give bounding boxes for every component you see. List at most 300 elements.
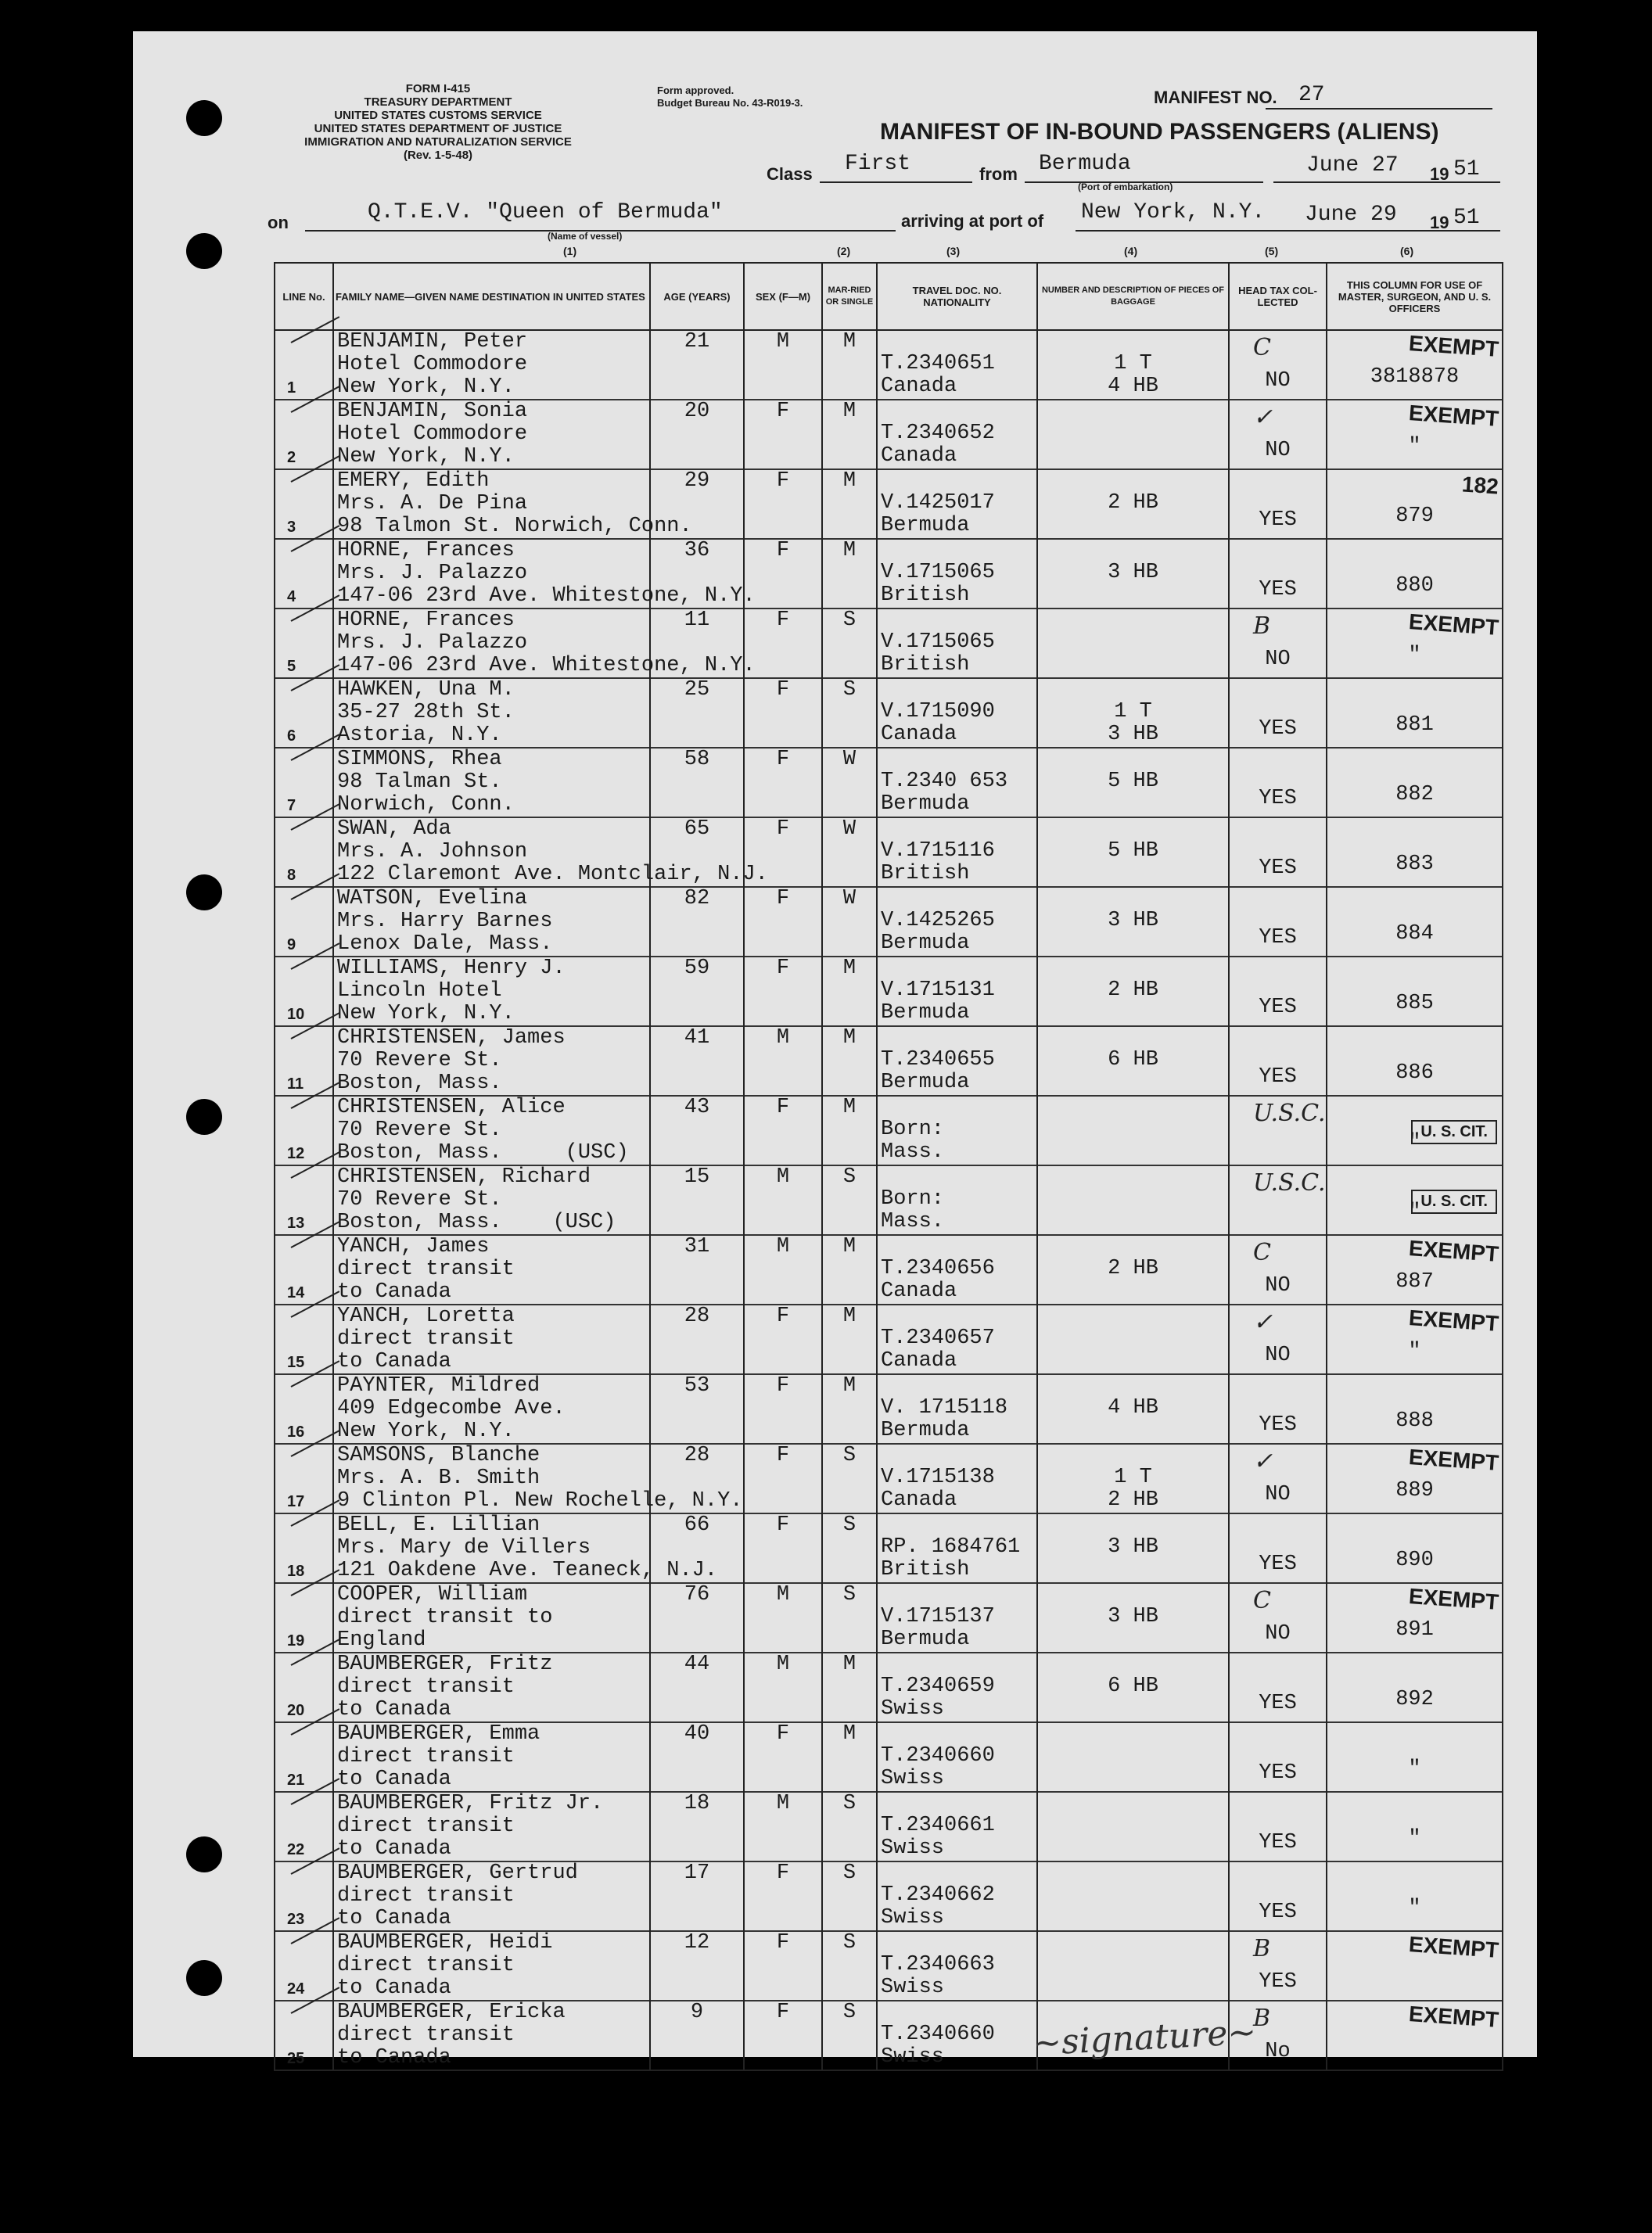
header-line-no: LINE No.	[275, 263, 333, 330]
passenger-age-text: 41	[684, 1026, 710, 1050]
passenger-age-text: 66	[684, 1513, 710, 1537]
passenger-age	[650, 1235, 744, 1305]
head-tax	[1229, 400, 1327, 469]
passenger-name-destination	[333, 1583, 650, 1653]
baggage-text: 2 HB	[1108, 1257, 1158, 1280]
line-number-cell	[275, 469, 333, 539]
line-number-cell	[275, 1653, 333, 1722]
passenger-sex-text: F	[776, 748, 790, 771]
officer-use-text: 889	[1395, 1479, 1434, 1502]
vessel-name: Q.T.E.V. "Queen of Bermuda"	[368, 200, 723, 224]
us-citizen-stamp: U. S. CIT.	[1411, 1120, 1497, 1144]
passenger-sex	[744, 1305, 822, 1374]
passenger-sex	[744, 1722, 822, 1792]
passenger-table	[274, 262, 1503, 2071]
passenger-sex	[744, 469, 822, 539]
head-tax	[1229, 469, 1327, 539]
officer-use	[1327, 1235, 1503, 1305]
officer-use	[1327, 1861, 1503, 1931]
passenger-name-destination	[333, 1026, 650, 1096]
line-number: 19	[287, 1632, 305, 1650]
officer-use-text: 882	[1395, 783, 1434, 806]
travel-document-text: Born: Mass.	[881, 1187, 945, 1233]
form-approved: Form approved.	[657, 84, 734, 96]
passenger-name-destination-text: YANCH, Loretta direct transit to Canada	[337, 1305, 515, 1373]
head-tax-text: YES	[1259, 926, 1297, 950]
head-tax-text: NO	[1265, 1622, 1291, 1646]
baggage-text: 3 HB	[1108, 909, 1158, 932]
head-tax-text: YES	[1259, 787, 1297, 810]
baggage-text: 1 T 4 HB	[1108, 352, 1158, 398]
passenger-sex	[744, 539, 822, 609]
head-tax-text: YES	[1259, 578, 1297, 601]
travel-document-text: V.1425017 Bermuda	[881, 491, 995, 537]
line-number: 20	[287, 1702, 305, 1719]
travel-document	[877, 330, 1037, 400]
travel-document-text: T.2340655 Bermuda	[881, 1048, 995, 1094]
line-number: 18	[287, 1563, 305, 1580]
baggage	[1037, 1931, 1229, 2001]
manifest-no-label: MANIFEST NO.	[1154, 88, 1277, 107]
table-row	[275, 1861, 1503, 1931]
baggage-text	[1041, 1932, 1225, 1954]
officer-use-text: "	[1408, 1897, 1421, 1920]
baggage-text	[1041, 1097, 1225, 1118]
baggage-text: 3 HB	[1108, 1535, 1158, 1559]
passenger-age-text: 43	[684, 1096, 710, 1119]
passenger-name-destination	[333, 2001, 650, 2070]
manifest-title: MANIFEST OF IN-BOUND PASSENGERS (ALIENS)	[880, 119, 1439, 145]
passenger-sex	[744, 2001, 822, 2070]
travel-document	[877, 1096, 1037, 1165]
line-number-cell	[275, 1444, 333, 1513]
punch-hole	[186, 874, 222, 910]
passenger-sex-text: F	[776, 609, 790, 632]
passenger-name-destination-text: BAUMBERGER, Fritz Jr. direct transit to Canada	[337, 1792, 604, 1861]
passenger-name-destination-text: BAUMBERGER, Ericka direct transit to Canada	[337, 2001, 566, 2070]
baggage	[1037, 1026, 1229, 1096]
head-tax-text: YES	[1259, 1901, 1297, 1924]
marital-status-text: S	[842, 2001, 857, 2024]
baggage	[1037, 609, 1229, 678]
passenger-sex-text: F	[776, 1513, 790, 1537]
passenger-name-destination	[333, 1722, 650, 1792]
passenger-age	[650, 330, 744, 400]
passenger-sex-text: F	[776, 817, 790, 841]
passenger-name-destination	[333, 1374, 650, 1444]
officer-use	[1327, 1722, 1503, 1792]
col-num-4: (4)	[1124, 245, 1138, 257]
passenger-sex-text: F	[776, 1444, 790, 1467]
revision: (Rev. 1-5-48)	[403, 149, 473, 162]
passenger-sex-text: F	[776, 2001, 790, 2024]
head-tax	[1229, 678, 1327, 748]
ins-service: IMMIGRATION AND NATURALIZATION SERVICE	[304, 135, 572, 149]
col-num-5: (5)	[1265, 245, 1279, 257]
officer-use-text: 881	[1395, 713, 1434, 737]
travel-document-text: T.2340660 Swiss	[881, 2023, 995, 2069]
officer-use-text: 887	[1395, 1270, 1434, 1294]
passenger-sex-text: F	[776, 469, 790, 493]
passenger-sex-text: F	[776, 539, 790, 562]
table-row	[275, 1374, 1503, 1444]
officer-use-text: 3818878	[1370, 365, 1460, 389]
baggage-text: 5 HB	[1108, 770, 1158, 793]
line-number: 14	[287, 1284, 305, 1301]
baggage	[1037, 748, 1229, 817]
marital-status	[822, 1583, 877, 1653]
passenger-name-destination-text: CHRISTENSEN, James 70 Revere St. Boston, Mass.	[337, 1026, 566, 1095]
line-number-cell	[275, 1583, 333, 1653]
head-tax-text: YES	[1259, 1692, 1297, 1715]
passenger-name-destination	[333, 1792, 650, 1861]
marital-status	[822, 330, 877, 400]
line-number-cell	[275, 1792, 333, 1861]
table-row	[275, 1096, 1503, 1165]
form-number: FORM I-415	[405, 82, 471, 95]
passenger-name-destination	[333, 1096, 650, 1165]
passenger-name-destination-text: CHRISTENSEN, Richard 70 Revere St. Boston, Mass. (USC)	[337, 1165, 616, 1234]
passenger-name-destination-text: BENJAMIN, Sonia Hotel Commodore New York, N.Y.	[337, 400, 528, 468]
line-number: 10	[287, 1006, 305, 1023]
line-number: 16	[287, 1423, 305, 1441]
line-number-cell	[275, 1513, 333, 1583]
passenger-name-destination	[333, 400, 650, 469]
passenger-sex-text: F	[776, 400, 790, 423]
year-prefix-arrival: 19	[1430, 213, 1449, 232]
officer-use	[1327, 817, 1503, 887]
officer-use	[1327, 1374, 1503, 1444]
passenger-age-text: 15	[684, 1165, 710, 1189]
manifest-no-line	[1266, 108, 1492, 109]
officer-use	[1327, 887, 1503, 957]
header-sex: SEX (F—M)	[744, 263, 822, 330]
marital-status-text: W	[842, 748, 857, 771]
line-number: 1	[287, 379, 296, 397]
passenger-name-destination-text: BAUMBERGER, Gertrud direct transit to Canada	[337, 1861, 578, 1930]
officer-use	[1327, 957, 1503, 1026]
travel-document-text: T.2340652 Canada	[881, 422, 995, 468]
col-num-3: (3)	[946, 245, 961, 257]
officer-use	[1327, 1026, 1503, 1096]
header-baggage: NUMBER AND DESCRIPTION OF PIECES OF BAGGAGE	[1037, 263, 1229, 330]
passenger-age-text: 65	[684, 817, 710, 841]
passenger-sex-text: M	[776, 1653, 790, 1676]
passenger-age	[650, 1165, 744, 1235]
travel-document	[877, 678, 1037, 748]
passenger-sex	[744, 1653, 822, 1722]
travel-document-text: V.1715090 Canada	[881, 700, 995, 746]
line-number-cell	[275, 609, 333, 678]
passenger-name-destination	[333, 887, 650, 957]
passenger-sex-text: M	[776, 1583, 790, 1607]
travel-document	[877, 1444, 1037, 1513]
head-tax	[1229, 1861, 1327, 1931]
baggage	[1037, 469, 1229, 539]
baggage-text: 6 HB	[1108, 1048, 1158, 1072]
tax-mark: B	[1253, 1935, 1271, 1962]
passenger-sex	[744, 1444, 822, 1513]
exempt-stamp: EXEMPT	[1407, 2001, 1499, 2032]
baggage	[1037, 1653, 1229, 1722]
passenger-name-destination	[333, 678, 650, 748]
passenger-age	[650, 1792, 744, 1861]
officer-use	[1327, 1931, 1503, 2001]
passenger-name-destination	[333, 1653, 650, 1722]
passenger-sex	[744, 957, 822, 1026]
marital-status-text: M	[842, 1096, 857, 1119]
marital-status-text: M	[842, 469, 857, 493]
travel-document	[877, 2001, 1037, 2070]
tax-mark: C	[1253, 334, 1271, 361]
head-tax	[1229, 1096, 1327, 1165]
tax-mark: C	[1253, 1587, 1271, 1614]
passenger-age	[650, 469, 744, 539]
passenger-age-text: 58	[684, 748, 710, 771]
header-married: MAR-RIED OR SINGLE	[822, 263, 877, 330]
marital-status	[822, 1792, 877, 1861]
table-row	[275, 957, 1503, 1026]
passenger-age	[650, 1722, 744, 1792]
marital-status-text: S	[842, 1861, 857, 1885]
passenger-name-destination	[333, 1931, 650, 2001]
officer-use-text: 885	[1395, 992, 1434, 1015]
travel-document	[877, 817, 1037, 887]
table-row	[275, 887, 1503, 957]
officer-use	[1327, 330, 1503, 400]
table-row	[275, 1931, 1503, 2001]
passenger-sex-text: F	[776, 1861, 790, 1885]
passenger-name-destination-text: PAYNTER, Mildred 409 Edgecombe Ave. New York, N.Y.	[337, 1374, 566, 1443]
officer-use-text: "	[1408, 1827, 1421, 1851]
passenger-age-text: 82	[684, 887, 710, 910]
passenger-age-text: 53	[684, 1374, 710, 1398]
passenger-name-destination	[333, 1165, 650, 1235]
officer-use	[1327, 1513, 1503, 1583]
table-row	[275, 817, 1503, 887]
officer-use	[1327, 1653, 1503, 1722]
passenger-name-destination-text: SIMMONS, Rhea 98 Talman St. Norwich, Conn.	[337, 748, 515, 817]
head-tax-text: NO	[1265, 1483, 1291, 1506]
line-number-cell	[275, 1235, 333, 1305]
travel-document	[877, 1653, 1037, 1722]
passenger-sex-text: F	[776, 1374, 790, 1398]
marital-status	[822, 1374, 877, 1444]
marital-status	[822, 469, 877, 539]
baggage	[1037, 1235, 1229, 1305]
head-tax	[1229, 957, 1327, 1026]
travel-document	[877, 1305, 1037, 1374]
line-number-cell	[275, 539, 333, 609]
passenger-name-destination-text: BAUMBERGER, Heidi direct transit to Canada	[337, 1931, 553, 2000]
punch-hole	[186, 1836, 222, 1872]
marital-status-text: M	[842, 1235, 857, 1258]
head-tax-text: YES	[1259, 1761, 1297, 1785]
passenger-sex	[744, 330, 822, 400]
passenger-sex-text: F	[776, 957, 790, 980]
marital-status-text: W	[842, 887, 857, 910]
baggage	[1037, 330, 1229, 400]
officer-use	[1327, 748, 1503, 817]
passenger-sex-text: F	[776, 1931, 790, 1955]
year-prefix: 19	[1430, 164, 1449, 184]
baggage	[1037, 1305, 1229, 1374]
header-officers: THIS COLUMN FOR USE OF MASTER, SURGEON, AND U. S. OFFICERS	[1327, 263, 1503, 330]
baggage	[1037, 1444, 1229, 1513]
table-row	[275, 1513, 1503, 1583]
passenger-age-text: 40	[684, 1722, 710, 1746]
passenger-sex	[744, 1931, 822, 2001]
passenger-age	[650, 1026, 744, 1096]
travel-document	[877, 1026, 1037, 1096]
table-row	[275, 1583, 1503, 1653]
head-tax	[1229, 748, 1327, 817]
baggage-text: 3 HB	[1108, 1605, 1158, 1628]
travel-document	[877, 1165, 1037, 1235]
passenger-name-destination-text: HAWKEN, Una M. 35-27 28th St. Astoria, N.Y.	[337, 678, 515, 747]
treasury-dept: TREASURY DEPARTMENT	[364, 95, 512, 109]
baggage-text: 3 HB	[1108, 561, 1158, 584]
passenger-age	[650, 1931, 744, 2001]
line-number-cell	[275, 400, 333, 469]
officer-use-text: 884	[1395, 922, 1434, 946]
passenger-name-destination-text: BENJAMIN, Peter Hotel Commodore New York, N.Y.	[337, 330, 528, 399]
passenger-age-text: 31	[684, 1235, 710, 1258]
table-row	[275, 1653, 1503, 1722]
table-header-row	[275, 263, 1503, 330]
travel-document	[877, 957, 1037, 1026]
passenger-name-destination	[333, 748, 650, 817]
travel-document	[877, 400, 1037, 469]
passenger-name-destination-text: BELL, E. Lillian Mrs. Mary de Villers 121 Oakdene Ave. Teaneck, N.J.	[337, 1513, 718, 1582]
baggage	[1037, 957, 1229, 1026]
baggage-text	[1041, 400, 1225, 422]
travel-document-text: V.1425265 Bermuda	[881, 909, 995, 955]
tax-mark: ✓	[1253, 1448, 1273, 1475]
exempt-stamp: EXEMPT	[1407, 1445, 1499, 1475]
line-number-cell	[275, 1165, 333, 1235]
table-row	[275, 1444, 1503, 1513]
baggage-text: 2 HB	[1108, 491, 1158, 515]
passenger-age	[650, 748, 744, 817]
travel-document-text: T.2340662 Swiss	[881, 1883, 995, 1930]
marital-status-text: S	[842, 1931, 857, 1955]
baggage-text	[1041, 1305, 1225, 1327]
head-tax-text: NO	[1265, 648, 1291, 671]
line-number: 9	[287, 936, 296, 953]
head-tax	[1229, 1792, 1327, 1861]
baggage	[1037, 1722, 1229, 1792]
head-tax	[1229, 817, 1327, 887]
head-tax	[1229, 1722, 1327, 1792]
table-row	[275, 1305, 1503, 1374]
passenger-sex	[744, 1861, 822, 1931]
officer-use	[1327, 469, 1503, 539]
head-tax	[1229, 1444, 1327, 1513]
tax-mark: C	[1253, 1239, 1271, 1266]
date-line	[1273, 181, 1500, 183]
travel-document	[877, 1513, 1037, 1583]
line-number-cell	[275, 1931, 333, 2001]
head-tax-text: YES	[1259, 856, 1297, 880]
exempt-stamp: EXEMPT	[1407, 1236, 1499, 1266]
marital-status	[822, 1096, 877, 1165]
marital-status-text: M	[842, 330, 857, 354]
line-number-cell	[275, 678, 333, 748]
line-number-cell	[275, 1861, 333, 1931]
marital-status-text: S	[842, 1583, 857, 1607]
exempt-stamp: EXEMPT	[1407, 609, 1499, 640]
line-number: 23	[287, 1911, 305, 1928]
officer-use-text: "	[1408, 435, 1421, 458]
marital-status-text: M	[842, 539, 857, 562]
passenger-name-destination-text: WATSON, Evelina Mrs. Harry Barnes Lenox Dale, Mass.	[337, 887, 553, 956]
head-tax	[1229, 609, 1327, 678]
officer-use-text: 892	[1395, 1688, 1434, 1711]
head-tax-text: NO	[1265, 1344, 1291, 1367]
head-tax	[1229, 1513, 1327, 1583]
head-tax-text: YES	[1259, 996, 1297, 1019]
marital-status-text: S	[842, 1444, 857, 1467]
manifest-no-value: 27	[1298, 83, 1325, 107]
line-number-cell	[275, 1722, 333, 1792]
col-num-6: (6)	[1400, 245, 1414, 257]
travel-document	[877, 1374, 1037, 1444]
passenger-sex	[744, 1026, 822, 1096]
table-row	[275, 1026, 1503, 1096]
officer-use-text: "	[1408, 1201, 1421, 1224]
head-tax-text: NO	[1265, 439, 1291, 462]
travel-document-text: T.2340660 Swiss	[881, 1744, 995, 1790]
exempt-stamp: 182	[1461, 472, 1500, 499]
table-row	[275, 400, 1503, 469]
marital-status-text: M	[842, 1653, 857, 1676]
marital-status	[822, 1653, 877, 1722]
passenger-sex	[744, 1583, 822, 1653]
head-tax	[1229, 1583, 1327, 1653]
travel-document-text: RP. 1684761 British	[881, 1535, 1021, 1581]
on-label: on	[268, 213, 289, 232]
col-num-1: (1)	[563, 245, 577, 257]
travel-document	[877, 469, 1037, 539]
passenger-name-destination-text: SWAN, Ada Mrs. A. Johnson 122 Claremont Ave. Montclair, N.J.	[337, 817, 768, 886]
head-tax-text: NO	[1265, 1274, 1291, 1298]
passenger-name-destination	[333, 1305, 650, 1374]
marital-status-text: S	[842, 1165, 857, 1189]
officer-use-text: 890	[1395, 1549, 1434, 1572]
baggage-text	[1041, 1166, 1225, 1188]
tax-mark: U.S.C.	[1253, 1100, 1326, 1127]
officer-use-text: 886	[1395, 1061, 1434, 1085]
line-number-cell	[275, 1026, 333, 1096]
travel-document-text: V.1715116 British	[881, 839, 995, 885]
head-tax	[1229, 1931, 1327, 2001]
passenger-age-text: 18	[684, 1792, 710, 1815]
officer-use-text: "	[1408, 1131, 1421, 1154]
passenger-age-text: 12	[684, 1931, 710, 1955]
line-number-cell	[275, 1096, 333, 1165]
head-tax	[1229, 1305, 1327, 1374]
passenger-sex	[744, 678, 822, 748]
marital-status-text: M	[842, 1026, 857, 1050]
head-tax-text: YES	[1259, 508, 1297, 532]
table-row	[275, 1235, 1503, 1305]
officer-use-text: "	[1408, 1757, 1421, 1781]
passenger-sex	[744, 1235, 822, 1305]
baggage-text	[1041, 609, 1225, 631]
officer-use-text: 891	[1395, 1618, 1434, 1642]
passenger-sex-text: M	[776, 1165, 790, 1189]
